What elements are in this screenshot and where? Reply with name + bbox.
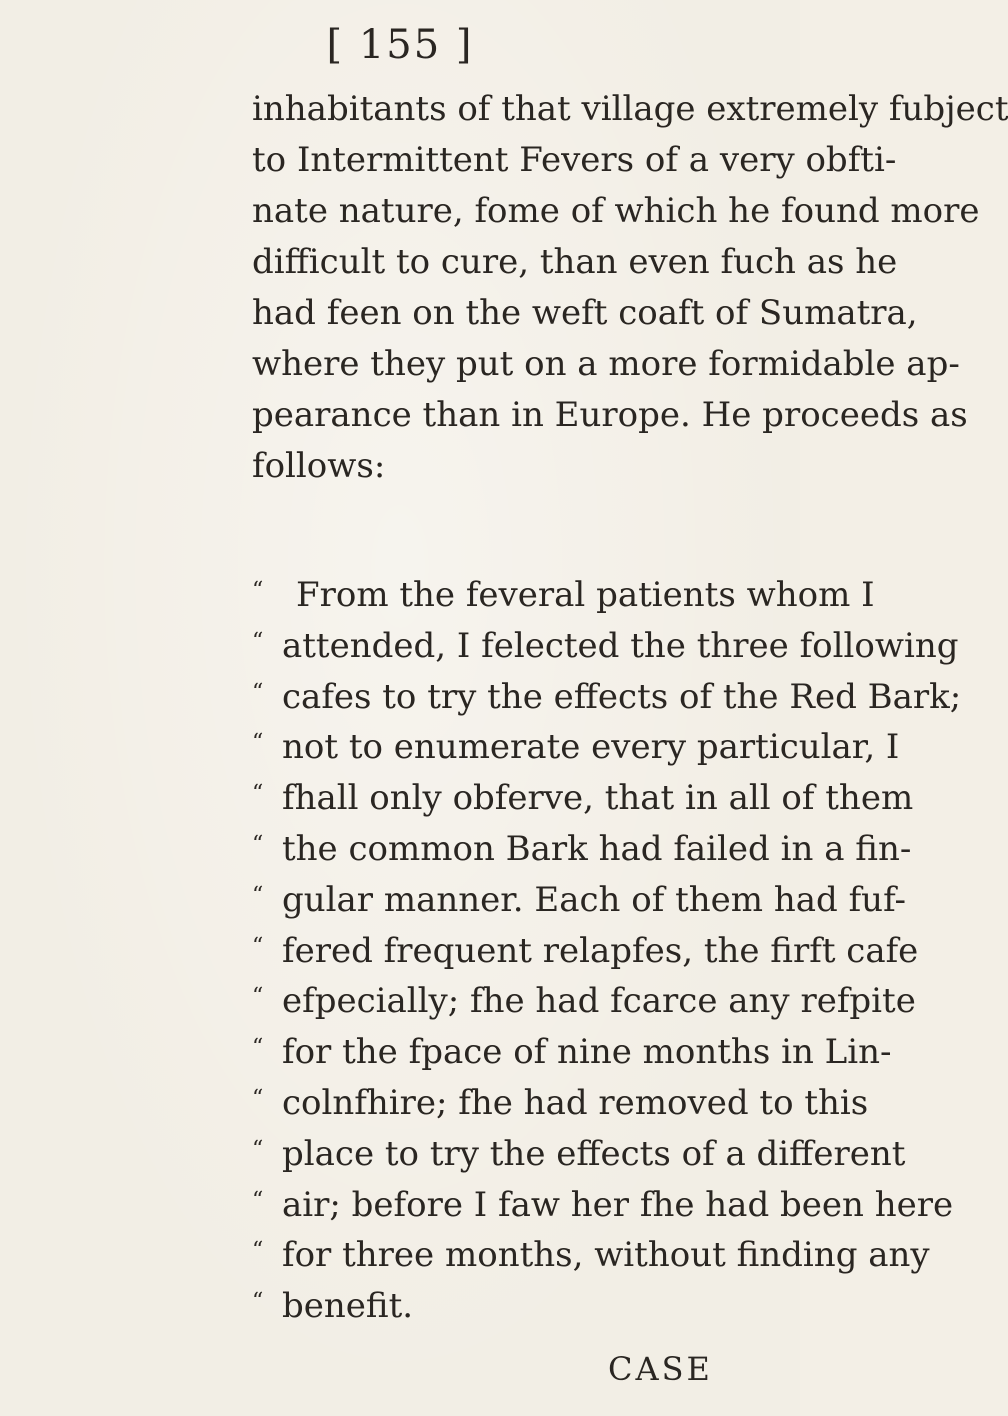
quote-mark: “ <box>252 1085 264 1111</box>
quote-line <box>252 1230 930 1281</box>
quote-mark: “ <box>252 781 264 807</box>
quote-mark: “ <box>252 1289 264 1315</box>
quote-mark: “ <box>252 628 264 654</box>
quote-line <box>252 1281 800 1332</box>
paragraph-line: to Intermittent Fevers of a very obfti- <box>252 140 897 180</box>
quote-text: efpecially; fhe had fcarce any refpite <box>282 981 916 1022</box>
quote-mark: “ <box>252 1136 264 1162</box>
quote-mark: “ <box>252 1187 264 1213</box>
quote-text: fhall only obferve, that in all of them <box>282 778 914 819</box>
quote-text: the common Bark had failed in a fin- <box>282 828 912 869</box>
quote-mark: “ <box>252 882 264 908</box>
quote-mark: “ <box>252 984 264 1010</box>
quote-text: air; before I faw her fhe had been here <box>282 1184 954 1225</box>
quote-line <box>252 1027 892 1078</box>
quote-line <box>252 570 875 621</box>
paragraph-line: pearance than in Europe. He proceeds as <box>252 395 968 435</box>
quoted-passage <box>252 570 962 1332</box>
quote-line <box>252 621 959 672</box>
quote-line <box>252 875 906 926</box>
page-number: [ 155 ] <box>326 22 474 68</box>
quote-line <box>252 1129 906 1180</box>
paragraph-line: inhabitants of that village extremely fubject <box>252 89 1008 129</box>
catchword: CASE <box>608 1350 713 1388</box>
quote-line <box>252 773 914 824</box>
quote-mark: “ <box>252 578 264 603</box>
quote-line <box>252 722 900 773</box>
quote-mark: “ <box>252 1238 264 1264</box>
quote-text: cafes to try the effects of the Red Bark; <box>282 676 962 717</box>
quote-line <box>252 1078 869 1129</box>
quote-text: benefit. <box>282 1286 414 1327</box>
quote-mark: “ <box>252 933 264 959</box>
quote-text: for the fpace of nine months in Lin- <box>282 1032 892 1073</box>
quote-line <box>252 926 919 977</box>
quote-line <box>252 824 912 875</box>
quote-text: attended, I felected the three following <box>282 625 959 666</box>
quote-text: not to enumerate every particular, I <box>282 727 900 768</box>
quote-text: place to try the effects of a different <box>282 1133 906 1174</box>
quote-text: From the feveral patients whom I <box>296 575 875 615</box>
quote-text: colnfhire; fhe had removed to this <box>282 1082 869 1123</box>
quote-mark: “ <box>252 679 264 705</box>
quote-line <box>252 672 962 723</box>
paragraph-line: nate nature, fome of which he found more <box>252 191 980 231</box>
quote-mark: “ <box>252 831 264 857</box>
quote-mark: “ <box>252 1035 264 1061</box>
quote-mark: “ <box>252 730 264 756</box>
quote-text: fered frequent relapfes, the firft cafe <box>282 930 919 971</box>
paragraph-line: had feen on the weft coaft of Sumatra, <box>252 293 918 333</box>
paragraph-line: follows: <box>252 446 386 486</box>
paragraph-line: where they put on a more formidable ap- <box>252 344 960 384</box>
quote-text: gular manner. Each of them had fuf- <box>282 879 906 920</box>
paragraph-line: difficult to cure, than even fuch as he <box>252 242 898 282</box>
quote-text: for three months, without finding any <box>282 1235 930 1276</box>
quote-line <box>252 1180 954 1231</box>
body-paragraph <box>252 84 1008 492</box>
quote-line <box>252 976 916 1027</box>
